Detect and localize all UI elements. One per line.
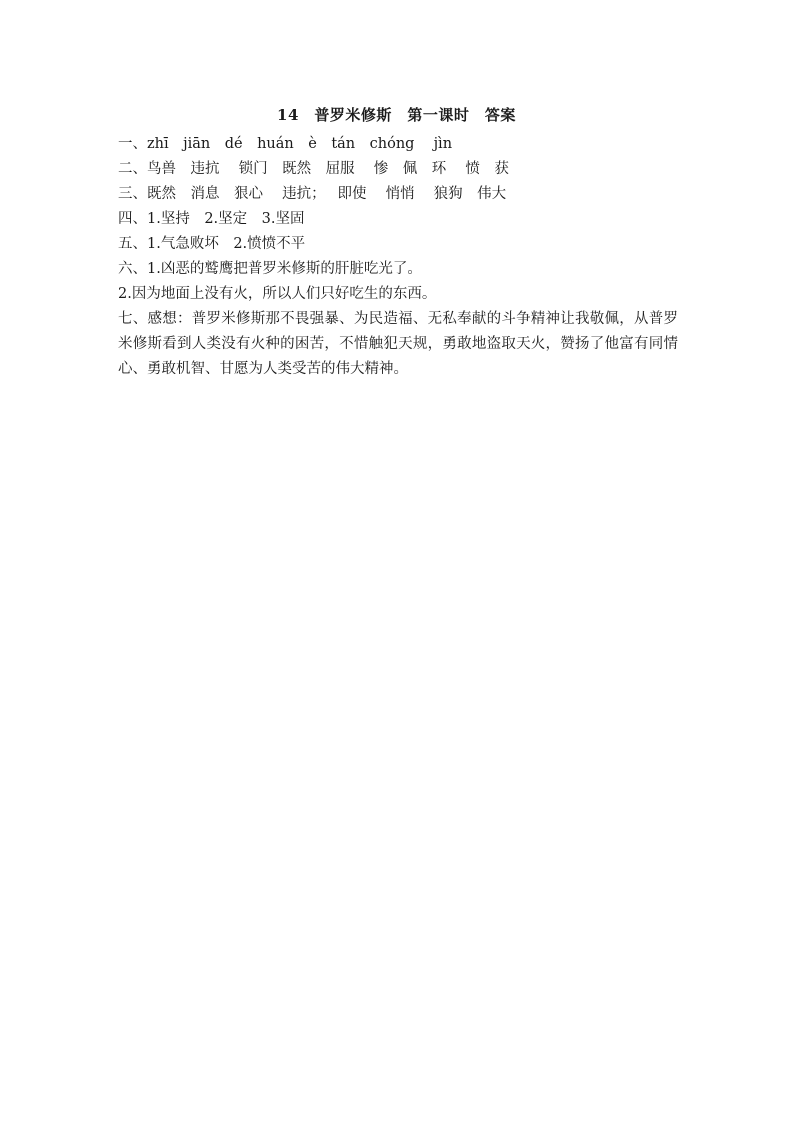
answer-line-4-choices: 四、1.坚持 2.坚定 3.坚固 xyxy=(118,211,305,227)
answer-content xyxy=(118,132,678,382)
answer-line-2-words: 二、鸟兽 违抗 锁门 既然 屈服 惨 佩 环 愤 获 xyxy=(118,161,509,177)
answer-line-6-sentence-1: 六、1.凶恶的鹫鹰把普罗米修斯的肝脏吃光了。 xyxy=(118,261,422,277)
answer-line-3-words: 三、既然 消息 狠心 违抗； 即使 悄悄 狼狗 伟大 xyxy=(118,186,507,202)
answer-line-5-idioms: 五、1.气急败坏 2.愤愤不平 xyxy=(118,236,306,252)
answer-line-1-pinyin: 一、zhī jiān dé huán è tán chóng jìn xyxy=(118,136,453,152)
page-title: 14 普罗米修斯 第一课时 答案 xyxy=(277,106,516,124)
answer-line-6-sentence-2: 2.因为地面上没有火，所以人们只好吃生的东西。 xyxy=(118,286,437,302)
answer-paragraph-reflection: 七、感想：普罗米修斯那不畏强暴、为民造福、无私奉献的斗争精神让我敬佩，从普罗米修斯看到人类没有火种的困苦，不惜触犯天规，勇敢地盗取天火，赞扬了他富有同情心、勇敢机智、甘愿为人类受苦的伟大精神。 xyxy=(118,311,678,377)
